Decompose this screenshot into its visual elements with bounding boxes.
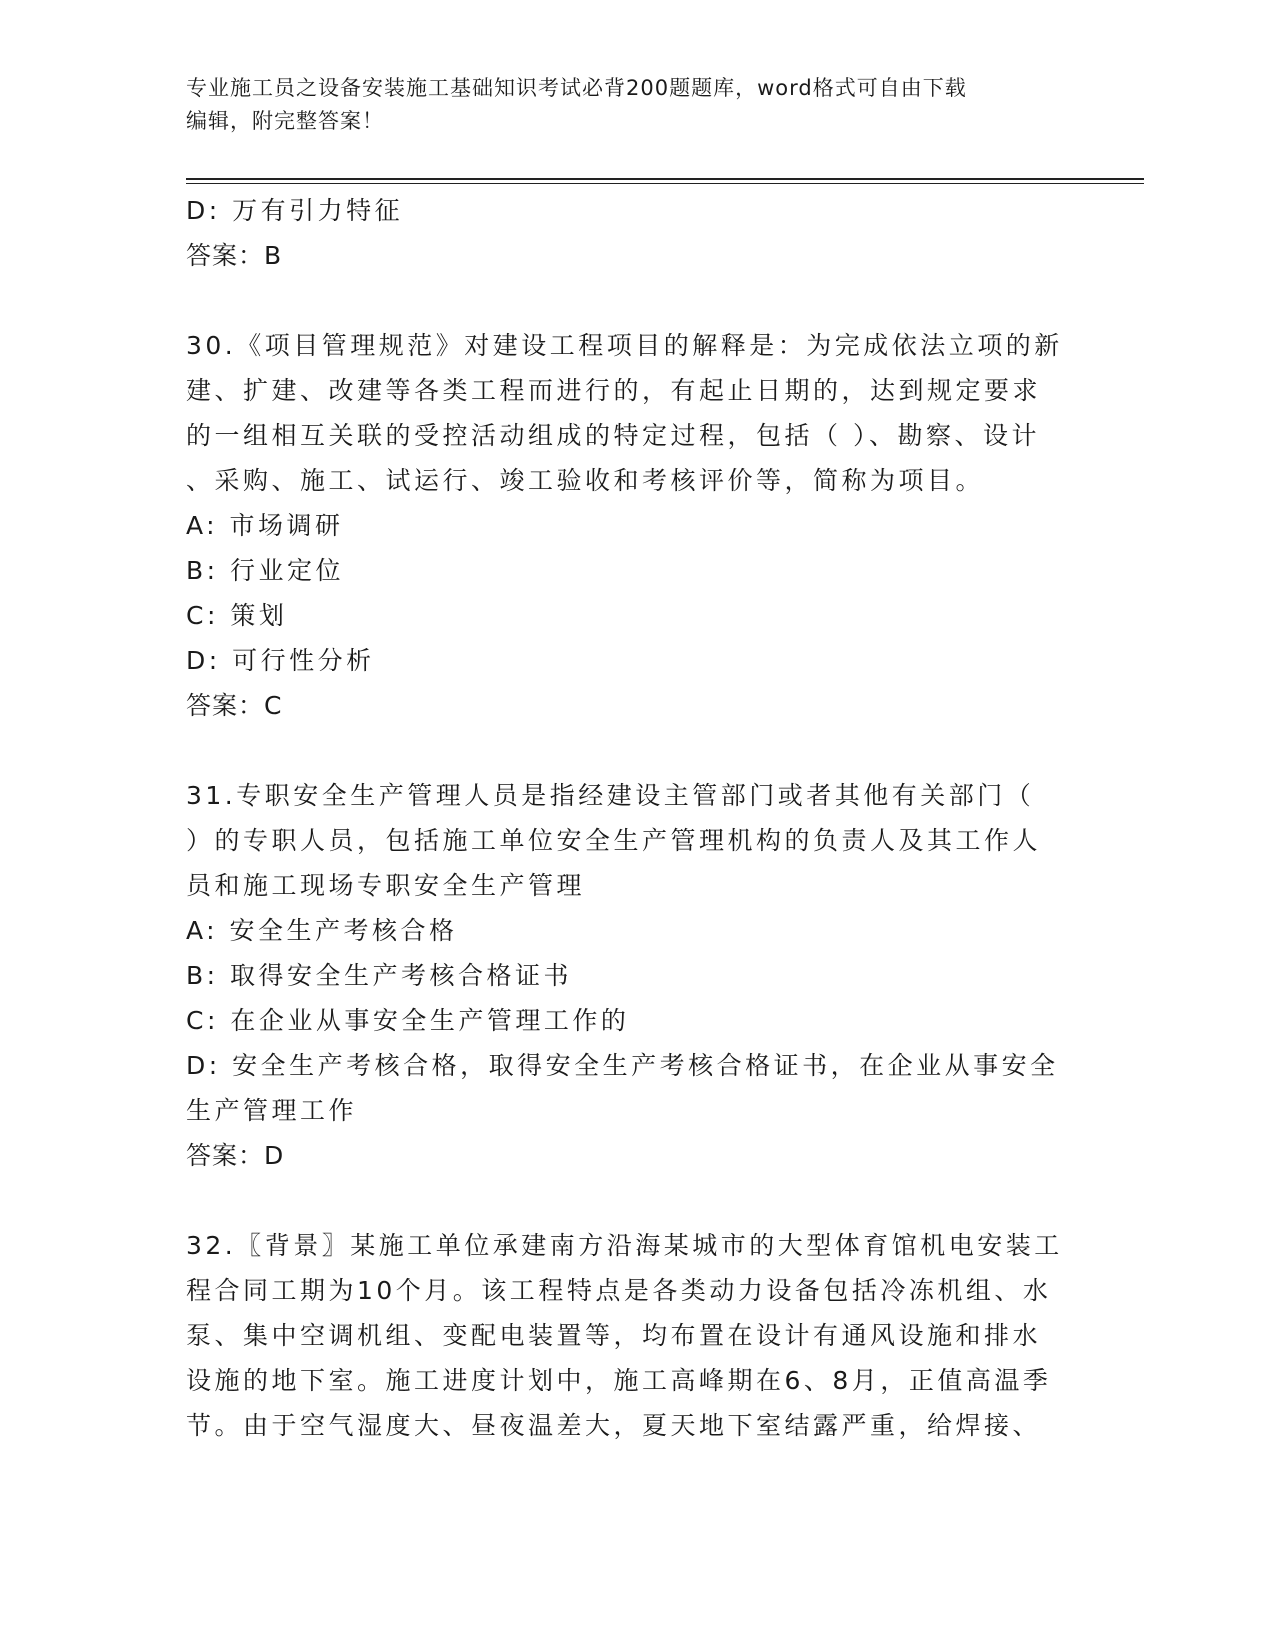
question-31-option-d-cont: 生产管理工作 <box>186 1096 358 1125</box>
question-31-option-b: B: 取得安全生产考核合格证书 <box>186 961 573 990</box>
question-31-option-a: A: 安全生产考核合格 <box>186 916 458 945</box>
question-31-option-c: C: 在企业从事安全生产管理工作的 <box>186 1006 630 1035</box>
question-30-line-4: 、采购、施工、试运行、竣工验收和考核评价等，简称为项目。 <box>186 466 985 495</box>
header-line-1: 专业施工员之设备安装施工基础知识考试必背200题题库，word格式可自由下载 <box>186 76 967 100</box>
question-32 <box>186 1223 1066 1448</box>
question-32-line-2: 程合同工期为10个月。该工程特点是各类动力设备包括冷冻机组、水 <box>186 1276 1052 1305</box>
prev-option-d: D: 万有引力特征 <box>186 196 404 225</box>
question-30-answer: 答案：C <box>186 691 283 720</box>
document-body <box>186 188 1066 1448</box>
header-divider-thin <box>186 183 1144 184</box>
question-30-option-a: A: 市场调研 <box>186 511 344 540</box>
question-31 <box>186 773 1066 1178</box>
prev-answer: 答案：B <box>186 241 283 270</box>
question-32-line-3: 泵、集中空调机组、变配电装置等，均布置在设计有通风设施和排水 <box>186 1321 1042 1350</box>
question-30-option-d: D: 可行性分析 <box>186 646 375 675</box>
question-30 <box>186 323 1066 728</box>
question-31-option-d: D: 安全生产考核合格，取得安全生产考核合格证书，在企业从事安全 <box>186 1051 1059 1080</box>
document-header <box>186 72 1066 138</box>
header-line-2: 编辑，附完整答案！ <box>186 109 384 133</box>
question-30-line-1: 30.《项目管理规范》对建设工程项目的解释是：为完成依法立项的新 <box>186 331 1063 360</box>
question-31-line-1: 31.专职安全生产管理人员是指经建设主管部门或者其他有关部门（ <box>186 781 1035 810</box>
question-31-line-2: ）的专职人员，包括施工单位安全生产管理机构的负责人及其工作人 <box>186 826 1042 855</box>
header-divider-thick <box>186 178 1144 180</box>
question-31-answer: 答案：D <box>186 1141 285 1170</box>
question-32-line-1: 32.〖背景〗某施工单位承建南方沿海某城市的大型体育馆机电安装工 <box>186 1231 1063 1260</box>
question-30-line-2: 建、扩建、改建等各类工程而进行的，有起止日期的，达到规定要求 <box>186 376 1042 405</box>
question-30-line-3: 的一组相互关联的受控活动组成的特定过程，包括（ ）、勘察、设计 <box>186 421 1040 450</box>
question-30-option-c: C: 策划 <box>186 601 288 630</box>
question-30-option-b: B: 行业定位 <box>186 556 345 585</box>
question-32-line-5: 节。由于空气湿度大、昼夜温差大，夏天地下室结露严重，给焊接、 <box>186 1411 1042 1440</box>
question-32-line-4: 设施的地下室。施工进度计划中，施工高峰期在6、8月，正值高温季 <box>186 1366 1052 1395</box>
question-31-line-3: 员和施工现场专职安全生产管理 <box>186 871 586 900</box>
